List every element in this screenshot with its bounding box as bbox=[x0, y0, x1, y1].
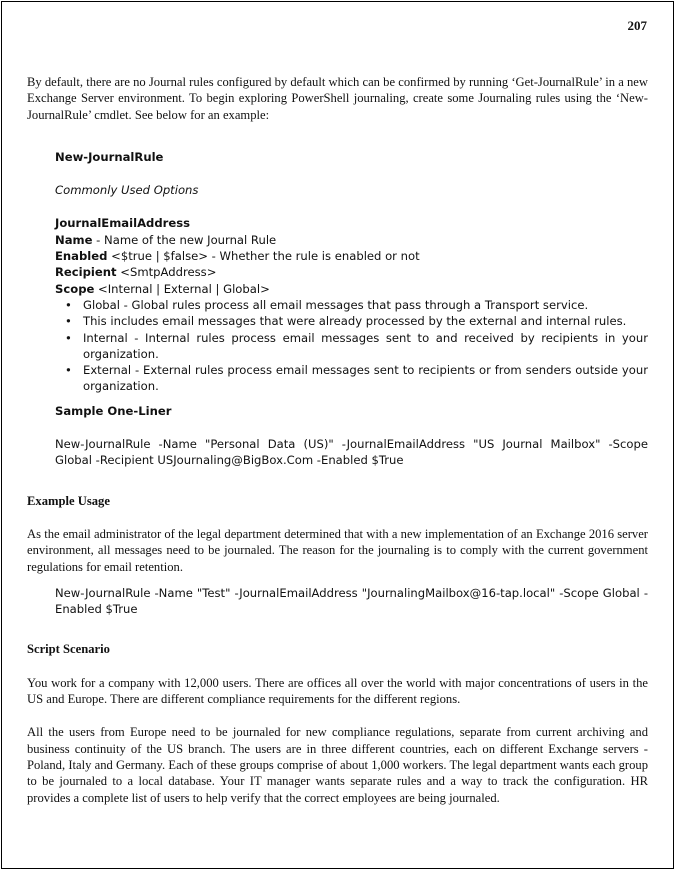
page-content bbox=[27, 74, 648, 806]
param-desc: <SmtpAddress> bbox=[116, 265, 217, 280]
scope-bullet-list bbox=[55, 297, 648, 395]
param-desc: <$true | $false> - Whether the rule is enabled or not bbox=[107, 249, 420, 264]
param-name: Enabled bbox=[55, 249, 108, 264]
param-name-row bbox=[55, 232, 648, 248]
cmdlet-name: New-JournalRule bbox=[55, 149, 164, 164]
param-enabled bbox=[55, 248, 648, 264]
param-desc: - Name of the new Journal Rule bbox=[92, 232, 277, 247]
list-item: • Global - Global rules process all email messages that pass through a Transport service. bbox=[83, 297, 648, 313]
parameter-list bbox=[55, 215, 648, 296]
list-item: • External - External rules process email messages sent to recipients or from senders outside your organization. bbox=[83, 362, 648, 395]
sample-command: New-JournalRule -Name "Personal Data (US)" -JournalEmailAddress "US Journal Mailbox" -Scope Global -Recipient USJournaling@BigBox.Com -Enabled $True bbox=[55, 437, 648, 468]
list-item: • Internal - Internal rules process email messages sent to and received by recipients in your organization. bbox=[83, 330, 648, 363]
param-name: Name bbox=[55, 232, 93, 247]
document-page bbox=[1, 1, 674, 869]
cmdlet-section bbox=[55, 149, 648, 469]
example-command: New-JournalRule -Name "Test" -JournalEmailAddress "JournalingMailbox@16-tap.local" -Scope Global -Enabled $True bbox=[55, 585, 648, 617]
param-name: JournalEmailAddress bbox=[55, 216, 191, 231]
sample-one-liner-title: Sample One-Liner bbox=[55, 403, 172, 418]
scenario-paragraph-1: You work for a company with 12,000 users. There are offices all over the world with major concentrations of users in the US and Europe. There are different compliance requirements for the different regions. bbox=[27, 675, 648, 707]
param-desc: <Internal | External | Global> bbox=[94, 281, 270, 296]
intro-paragraph: By default, there are no Journal rules configured by default which can be confirmed by running ‘Get-JournalRule’ in a new Exchange Server environment. To begin exploring PowerShell journaling, create some Journaling rules using the ‘New-JournalRule’ cmdlet. See below for an example: bbox=[27, 75, 648, 122]
param-name: Scope bbox=[55, 281, 95, 296]
param-recipient bbox=[55, 264, 648, 280]
common-options-label: Commonly Used Options bbox=[55, 183, 199, 198]
script-scenario-heading: Script Scenario bbox=[27, 642, 110, 657]
scenario-paragraph-2: All the users from Europe need to be journaled for new compliance regulations, separate from current archiving and business continuity of the US branch. The users are in three different countries, each on different Exchange servers - Poland, Italy and Germany. Each of these groups comprise of about 1,000 workers. The legal department wants each group to be journaled to a local database. Your IT manager wants separate rules and a way to track the configuration. HR provides a complete list of users to help verify that the correct employees are being journaled. bbox=[27, 725, 648, 805]
list-item: • This includes email messages that were already processed by the external and internal rules. bbox=[83, 313, 648, 329]
example-usage-paragraph: As the email administrator of the legal department determined that with a new implementation of an Exchange 2016 server environment, all messages need to be journaled. The reason for the journaling is to comply with the current government regulations for email retention. bbox=[27, 526, 648, 574]
param-name: Recipient bbox=[55, 265, 117, 280]
param-scope bbox=[55, 281, 648, 297]
page-number: 207 bbox=[627, 18, 647, 33]
paragraph-spacer bbox=[27, 707, 648, 724]
param-journal-email-address bbox=[55, 215, 648, 231]
example-usage-heading: Example Usage bbox=[27, 493, 110, 508]
